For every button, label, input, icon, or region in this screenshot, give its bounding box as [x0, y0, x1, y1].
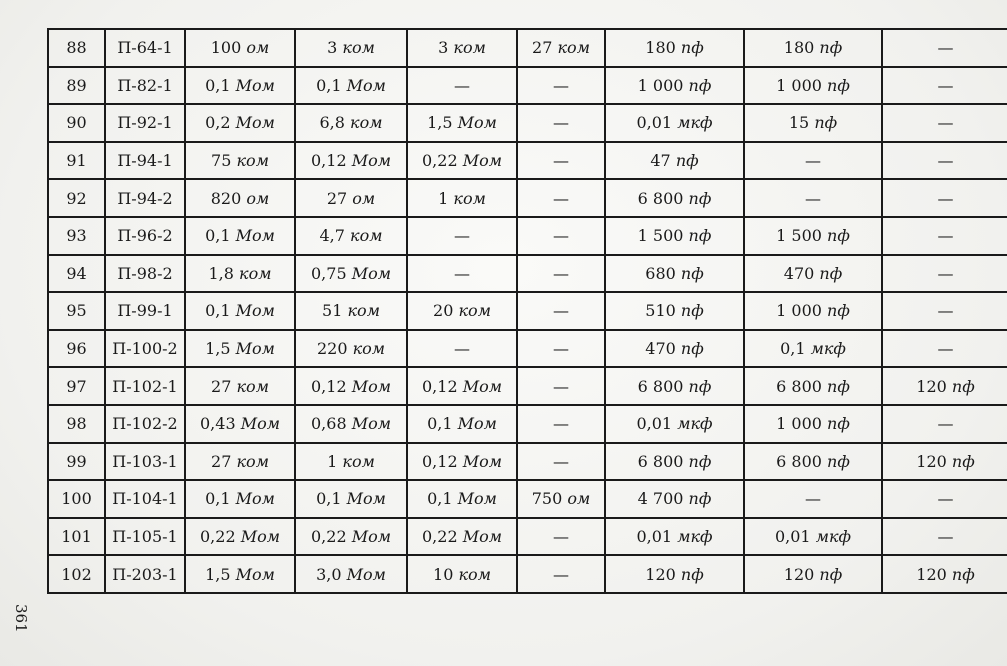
table-cell-value-col-1: 0,1 Мом — [185, 67, 295, 105]
table-cell-row-number: 100 — [48, 480, 105, 518]
table-cell-value-col-1: 1,5 Мом — [185, 330, 295, 368]
table-cell-value-col-2: 27 ом — [295, 179, 407, 217]
table-cell-value-col-3: — — [407, 255, 517, 293]
table-cell-value-col-1: 100 ом — [185, 29, 295, 67]
table-row — [48, 142, 1007, 180]
table-cell-value-col-2: 0,22 Мом — [295, 518, 407, 556]
table-cell-value-col-5: 6 800 пф — [605, 443, 744, 481]
table-cell-value-col-3: 3 ком — [407, 29, 517, 67]
table-cell-value-col-3: 10 ком — [407, 555, 517, 593]
table-cell-value-col-1: 27 ком — [185, 367, 295, 405]
table-cell-value-col-1: 0,2 Мом — [185, 104, 295, 142]
table-cell-value-col-5: 6 800 пф — [605, 367, 744, 405]
table-cell-value-col-2: 0,1 Мом — [295, 67, 407, 105]
table-cell-value-col-1: 27 ком — [185, 443, 295, 481]
table-cell-resistor-type: П-82-1 — [105, 67, 185, 105]
table-cell-resistor-type: П-102-2 — [105, 405, 185, 443]
table-cell-value-col-5: 180 пф — [605, 29, 744, 67]
table-cell-value-col-5: 47 пф — [605, 142, 744, 180]
table-row — [48, 29, 1007, 67]
table-cell-row-number: 96 — [48, 330, 105, 368]
table-cell-value-col-4: — — [517, 518, 605, 556]
table-cell-value-col-3: — — [407, 330, 517, 368]
table-cell-resistor-type: П-203-1 — [105, 555, 185, 593]
table-row — [48, 67, 1007, 105]
table-cell-value-col-3: 0,1 Мом — [407, 480, 517, 518]
table-cell-value-col-7: 120 пф — [882, 367, 1007, 405]
table-cell-value-col-4: — — [517, 179, 605, 217]
table-row — [48, 255, 1007, 293]
table-cell-row-number: 102 — [48, 555, 105, 593]
table-cell-value-col-7: — — [882, 480, 1007, 518]
table-cell-resistor-type: П-94-2 — [105, 179, 185, 217]
table-cell-value-col-6: 15 пф — [744, 104, 882, 142]
table-cell-value-col-1: 0,1 Мом — [185, 480, 295, 518]
table-cell-value-col-2: 1 ком — [295, 443, 407, 481]
table-cell-value-col-6: 470 пф — [744, 255, 882, 293]
table-cell-row-number: 90 — [48, 104, 105, 142]
table-cell-value-col-4: 27 ком — [517, 29, 605, 67]
table-cell-value-col-7: 120 пф — [882, 443, 1007, 481]
table-cell-value-col-2: 0,12 Мом — [295, 367, 407, 405]
table-cell-value-col-4: — — [517, 67, 605, 105]
table-cell-value-col-6: 6 800 пф — [744, 443, 882, 481]
table-cell-value-col-4: — — [517, 292, 605, 330]
table-cell-value-col-1: 1,8 ком — [185, 255, 295, 293]
table-cell-value-col-2: 6,8 ком — [295, 104, 407, 142]
table-cell-row-number: 92 — [48, 179, 105, 217]
table-cell-value-col-2: 0,75 Мом — [295, 255, 407, 293]
table-cell-value-col-2: 3,0 Мом — [295, 555, 407, 593]
table-cell-value-col-6: — — [744, 142, 882, 180]
table-row — [48, 480, 1007, 518]
page-number-text: 361 — [12, 604, 30, 633]
table-cell-value-col-4: — — [517, 367, 605, 405]
table-cell-value-col-2: 3 ком — [295, 29, 407, 67]
table-cell-value-col-2: 51 ком — [295, 292, 407, 330]
table-cell-resistor-type: П-94-1 — [105, 142, 185, 180]
table-cell-row-number: 88 — [48, 29, 105, 67]
table-cell-resistor-type: П-92-1 — [105, 104, 185, 142]
table-cell-value-col-5: 0,01 мкф — [605, 405, 744, 443]
page-number — [10, 604, 30, 644]
table-cell-value-col-5: 4 700 пф — [605, 480, 744, 518]
table-cell-value-col-1: 1,5 Мом — [185, 555, 295, 593]
table-cell-value-col-7: — — [882, 518, 1007, 556]
table-body — [48, 29, 1007, 593]
table-cell-value-col-3: 0,22 Мом — [407, 142, 517, 180]
table-cell-resistor-type: П-105-1 — [105, 518, 185, 556]
table-cell-value-col-7: — — [882, 29, 1007, 67]
table-cell-value-col-7: — — [882, 330, 1007, 368]
table-cell-value-col-5: 120 пф — [605, 555, 744, 593]
table-cell-value-col-6: 6 800 пф — [744, 367, 882, 405]
table-cell-resistor-type: П-96-2 — [105, 217, 185, 255]
table-cell-value-col-7: — — [882, 405, 1007, 443]
component-table — [47, 28, 1007, 594]
table-cell-value-col-3: — — [407, 217, 517, 255]
table-row — [48, 292, 1007, 330]
table-cell-value-col-3: 1,5 Мом — [407, 104, 517, 142]
table-cell-value-col-6: 0,01 мкф — [744, 518, 882, 556]
table-row — [48, 367, 1007, 405]
table-cell-resistor-type: П-100-2 — [105, 330, 185, 368]
table-cell-value-col-7: — — [882, 67, 1007, 105]
table-cell-value-col-3: 20 ком — [407, 292, 517, 330]
table-cell-value-col-2: 220 ком — [295, 330, 407, 368]
table-cell-resistor-type: П-102-1 — [105, 367, 185, 405]
table-cell-row-number: 98 — [48, 405, 105, 443]
table-cell-value-col-6: — — [744, 179, 882, 217]
table-cell-value-col-6: 1 000 пф — [744, 405, 882, 443]
table-cell-value-col-1: 820 ом — [185, 179, 295, 217]
table-cell-value-col-3: 0,1 Мом — [407, 405, 517, 443]
table-cell-value-col-4: 750 ом — [517, 480, 605, 518]
table-row — [48, 217, 1007, 255]
table-cell-value-col-7: — — [882, 292, 1007, 330]
table-cell-value-col-2: 0,1 Мом — [295, 480, 407, 518]
table-cell-resistor-type: П-64-1 — [105, 29, 185, 67]
table-cell-value-col-5: 1 000 пф — [605, 67, 744, 105]
table-cell-value-col-1: 0,22 Мом — [185, 518, 295, 556]
table-row — [48, 104, 1007, 142]
table-cell-value-col-2: 0,68 Мом — [295, 405, 407, 443]
table-cell-resistor-type: П-98-2 — [105, 255, 185, 293]
table-cell-value-col-6: 1 500 пф — [744, 217, 882, 255]
table-cell-value-col-5: 0,01 мкф — [605, 104, 744, 142]
table-cell-resistor-type: П-103-1 — [105, 443, 185, 481]
table-cell-value-col-4: — — [517, 330, 605, 368]
table-cell-value-col-6: 180 пф — [744, 29, 882, 67]
table-cell-row-number: 91 — [48, 142, 105, 180]
table-cell-value-col-3: — — [407, 67, 517, 105]
table-cell-value-col-4: — — [517, 217, 605, 255]
table-cell-value-col-4: — — [517, 255, 605, 293]
table-cell-value-col-5: 0,01 мкф — [605, 518, 744, 556]
table-cell-row-number: 97 — [48, 367, 105, 405]
table-row — [48, 179, 1007, 217]
table-cell-value-col-1: 0,43 Мом — [185, 405, 295, 443]
table-cell-value-col-7: — — [882, 104, 1007, 142]
table-row — [48, 405, 1007, 443]
table-cell-value-col-6: 1 000 пф — [744, 292, 882, 330]
table-cell-value-col-5: 680 пф — [605, 255, 744, 293]
table-cell-value-col-5: 1 500 пф — [605, 217, 744, 255]
table-cell-value-col-7: 120 пф — [882, 555, 1007, 593]
table-cell-value-col-3: 0,22 Мом — [407, 518, 517, 556]
table-cell-resistor-type: П-99-1 — [105, 292, 185, 330]
table-cell-value-col-6: 120 пф — [744, 555, 882, 593]
table-cell-value-col-2: 0,12 Мом — [295, 142, 407, 180]
table-cell-value-col-4: — — [517, 104, 605, 142]
table-cell-resistor-type: П-104-1 — [105, 480, 185, 518]
table-cell-row-number: 89 — [48, 67, 105, 105]
table-cell-value-col-5: 6 800 пф — [605, 179, 744, 217]
table-row — [48, 330, 1007, 368]
table-cell-value-col-7: — — [882, 142, 1007, 180]
table-row — [48, 443, 1007, 481]
table-cell-row-number: 93 — [48, 217, 105, 255]
table-cell-row-number: 99 — [48, 443, 105, 481]
table-cell-value-col-6: — — [744, 480, 882, 518]
table-cell-value-col-6: 0,1 мкф — [744, 330, 882, 368]
table-cell-value-col-4: — — [517, 555, 605, 593]
table-cell-value-col-1: 0,1 Мом — [185, 292, 295, 330]
table-cell-row-number: 95 — [48, 292, 105, 330]
table-cell-value-col-4: — — [517, 142, 605, 180]
table-cell-value-col-5: 470 пф — [605, 330, 744, 368]
table-cell-value-col-1: 75 ком — [185, 142, 295, 180]
table-row — [48, 555, 1007, 593]
table-cell-value-col-5: 510 пф — [605, 292, 744, 330]
table-cell-value-col-1: 0,1 Мом — [185, 217, 295, 255]
table-cell-value-col-4: — — [517, 405, 605, 443]
table-cell-row-number: 101 — [48, 518, 105, 556]
table-cell-value-col-7: — — [882, 179, 1007, 217]
table-cell-value-col-7: — — [882, 217, 1007, 255]
table-cell-value-col-7: — — [882, 255, 1007, 293]
table-cell-row-number: 94 — [48, 255, 105, 293]
table-cell-value-col-3: 0,12 Мом — [407, 367, 517, 405]
table-row — [48, 518, 1007, 556]
table-cell-value-col-2: 4,7 ком — [295, 217, 407, 255]
table-cell-value-col-6: 1 000 пф — [744, 67, 882, 105]
table-cell-value-col-3: 1 ком — [407, 179, 517, 217]
table-cell-value-col-4: — — [517, 443, 605, 481]
table-cell-value-col-3: 0,12 Мом — [407, 443, 517, 481]
